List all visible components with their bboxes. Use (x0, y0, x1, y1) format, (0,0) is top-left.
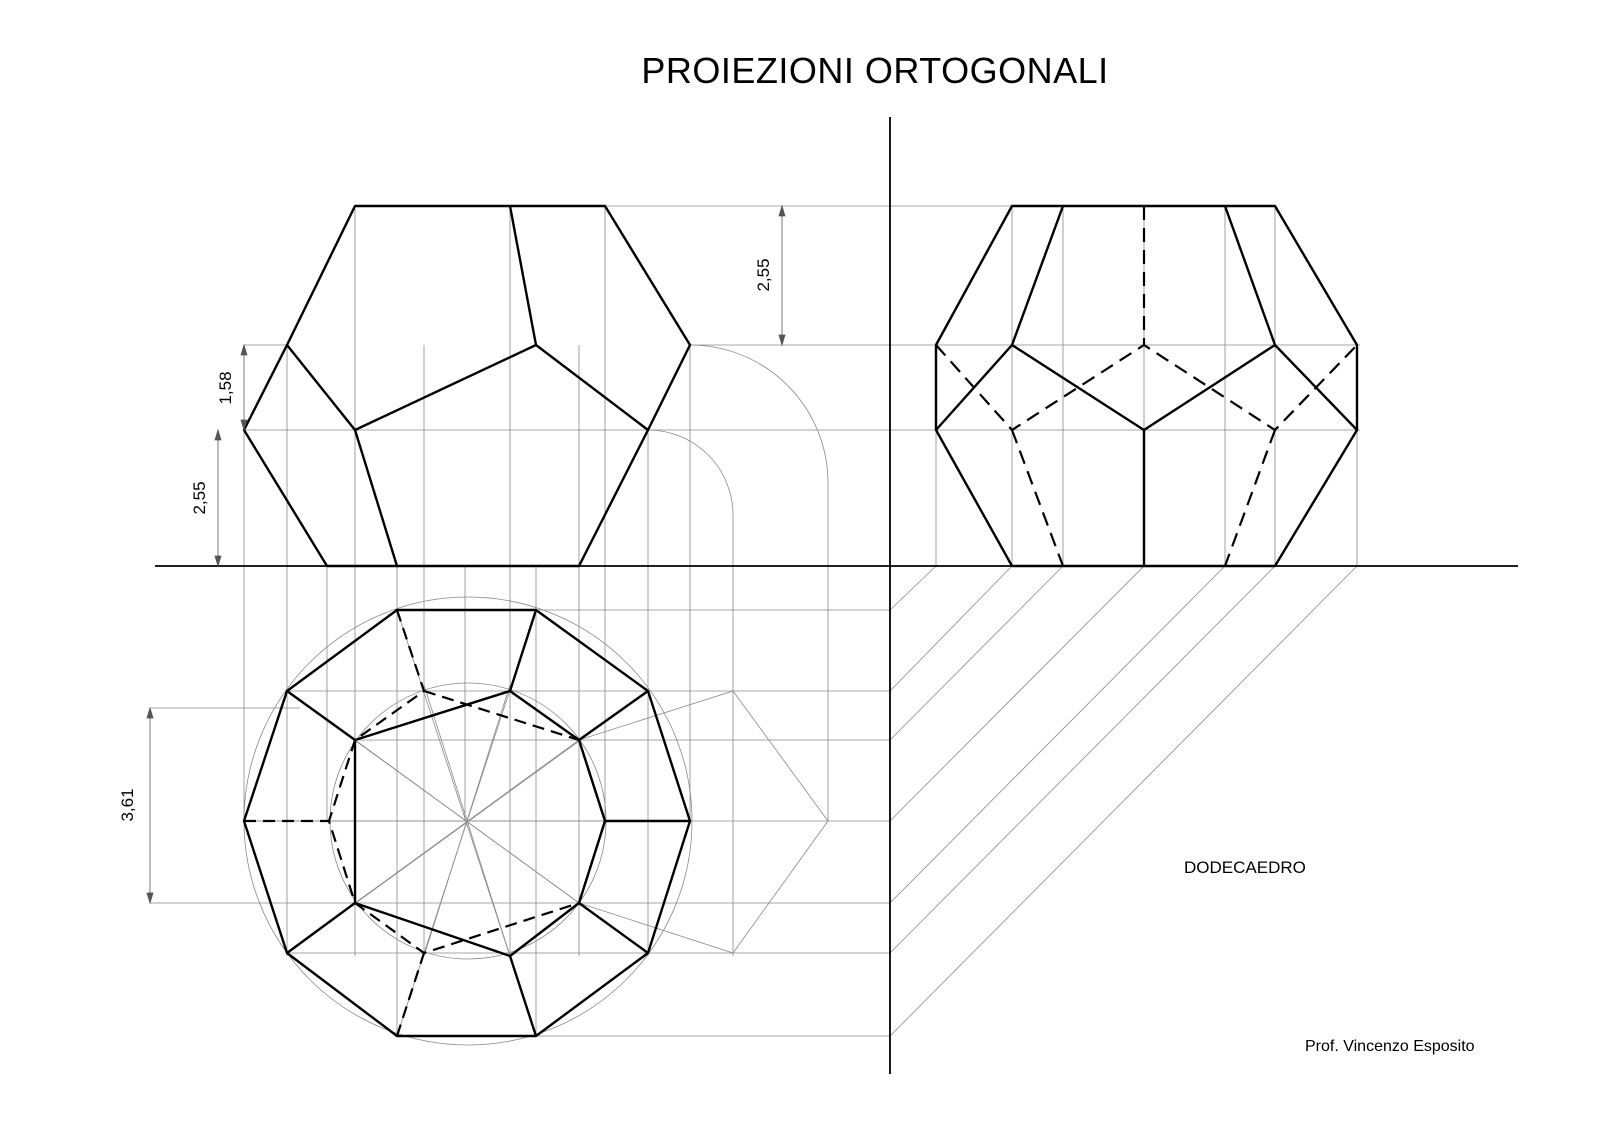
dimension-front-top: 2,55 (754, 258, 773, 292)
plan-view (244, 610, 690, 1036)
side-view-hidden-edges (936, 206, 1357, 566)
projection-axes (155, 117, 1518, 1074)
dimension-plan-width: 3,61 (118, 788, 137, 822)
front-view (244, 206, 690, 566)
dimension-lines (147, 206, 785, 903)
plan-view-hidden-edges (244, 610, 605, 1036)
dimension-front-middle: 1,58 (216, 371, 235, 405)
page-title: PROIEZIONI ORTOGONALI (641, 50, 1109, 91)
side-view (936, 206, 1357, 566)
dimension-front-bottom: 2,55 (190, 481, 209, 515)
author-credit: Prof. Vincenzo Esposito (1305, 1038, 1475, 1055)
solid-name-label: DODECAEDRO (1184, 858, 1306, 877)
